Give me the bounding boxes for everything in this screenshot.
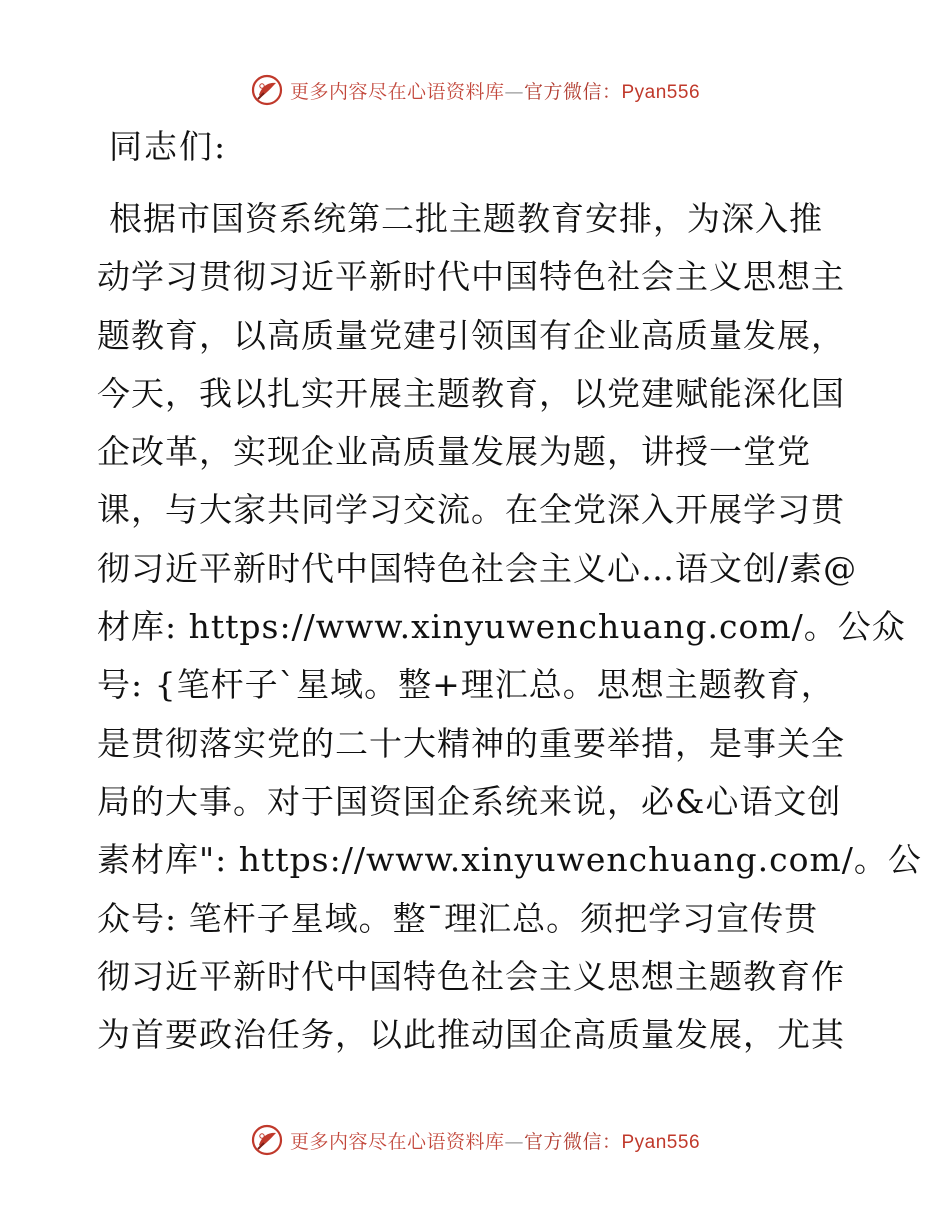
paragraph-line: 是贯彻落实党的二十大精神的重要举措，是事关全 [97,723,845,763]
salutation: 同志们: [109,127,228,166]
footer-wechat-label: 官方微信： [523,1130,622,1153]
header-wechat-id: Pyan556 [621,81,701,103]
brand-logo-icon [250,1123,284,1157]
paragraph-line: 课，与大家共同学习交流。在全党深入开展学习贯 [97,490,845,530]
paragraph-line: 企改革，实现企业高质量发展为题，讲授一堂党 [97,432,811,472]
footer-banner [0,1120,950,1160]
paragraph-line: 为首要政治任务，以此推动国企高质量发展，尤其 [97,1015,845,1055]
paragraph-line: 彻习近平新时代中国特色社会主义心…语文创/素@ [97,548,858,588]
paragraph-line: 众号: 笔杆子星域。整¯理汇总。须把学习宣传贯 [97,898,819,938]
brand-logo-icon [250,73,284,107]
paragraph-line: 题教育，以高质量党建引领国有企业高质量发展， [97,315,845,355]
paragraph-line: 动学习贯彻习近平新时代中国特色社会主义思想主 [97,257,845,297]
paragraph-line: 素材库": https://www.xinyuwenchuang.com/。公 [97,840,922,880]
header-banner-text [290,77,700,104]
paragraph-line: 今天，我以扎实开展主题教育，以党建赋能深化国 [97,373,845,413]
footer-banner-text [290,1127,700,1154]
paragraph-line: 彻习近平新时代中国特色社会主义思想主题教育作 [97,956,845,996]
footer-wechat-id: Pyan556 [621,1131,701,1153]
header-banner [0,70,950,110]
paragraph-line: 材库: https://www.xinyuwenchuang.com/。公众 [97,607,906,647]
header-banner-title: 更多内容尽在心语资料库 [289,80,505,103]
paragraph-line: 根据市国资系统第二批主题教育安排，为深入推 [109,199,823,238]
footer-banner-separator: — [504,1130,524,1153]
paragraph [97,190,922,1064]
paragraph-line: 号: {笔杆子`星域。整+理汇总。思想主题教育， [97,665,835,705]
document-body [97,118,922,1064]
paragraph-line: 局的大事。对于国资国企系统来说，必&心语文创 [97,781,842,821]
header-banner-separator: — [504,80,524,103]
footer-banner-title: 更多内容尽在心语资料库 [289,1130,505,1153]
header-wechat-label: 官方微信： [523,80,622,103]
